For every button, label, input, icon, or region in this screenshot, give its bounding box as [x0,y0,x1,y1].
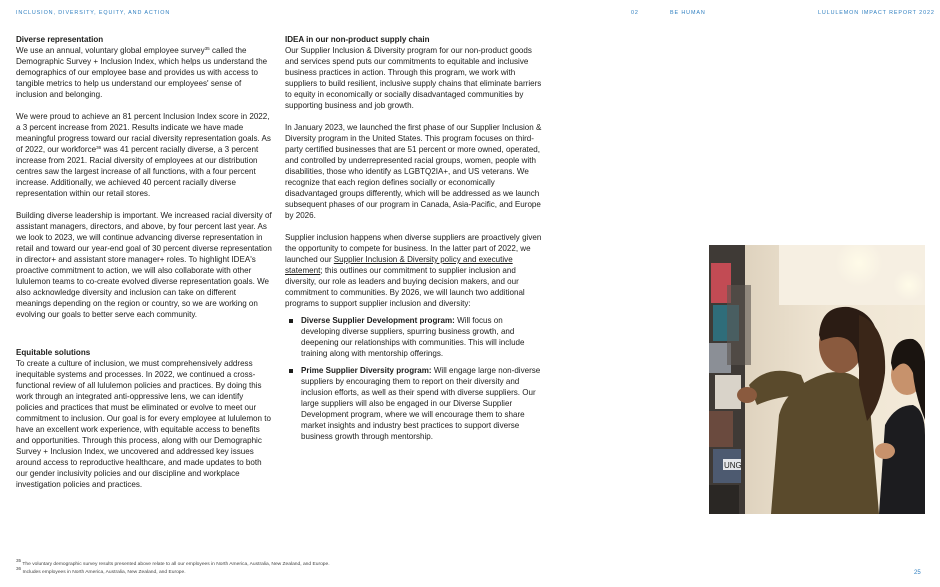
employees-photo [709,245,925,514]
bullet-square-icon [289,369,293,373]
bullet-square-icon [289,319,293,323]
diverse-paragraph-1 [16,45,272,100]
footnote-text: Includes employees in North America, Australia, New Zealand, and Europe. [22,570,186,575]
footnote-ref-36: 36 [96,145,102,150]
list-item [285,315,542,359]
footnote-35 [16,558,330,568]
text-run: called the Demographic Survey + Inclusion Index, which helps us understand the demographics of our employee base and provides us with access to tangible metrics to help us understand our employees' sense of inclusion and belonging. [16,46,268,99]
text-run: ; this outlines our commitment to supplier inclusion and diversity, our role as leaders and buying decision makers, and our commitment to communities. By 2026, we will launch two additional programs to support supplier inclusion and diversity: [285,266,525,308]
diverse-representation-heading: Diverse representation [16,35,104,44]
left-column [16,34,272,490]
list-item [285,365,542,442]
section-title: INCLUSION, DIVERSITY, EQUITY, AND ACTION [16,10,171,16]
program-list [285,315,542,442]
middle-column [285,34,542,442]
chapter-number: 02 [631,10,639,16]
chapter-title: BE HUMAN [670,10,706,16]
diverse-paragraph-2 [16,111,272,199]
footnote-ref-35: 35 [204,46,210,51]
text-run: We use an annual, voluntary global employee survey [16,46,205,55]
supply-chain-heading: IDEA in our non-product supply chain [285,35,430,44]
supply-paragraph-3 [285,232,542,309]
equitable-paragraph: To create a culture of inclusion, we must comprehensively address inequitable systems and processes. In 2022, we continued a cross-functional review of all lululemon policies and practices. By doing this work through an integrated anti-oppressive lens, we can identify policies and practices that must be eliminated or evolve to meet our commitment to inclusion. Our goal is for every employee at lululemon to have an excellent work experience, with equitable access to benefits and opportunities. Through this process, along with our Demographic Survey + Inclusion Index, we uncovered and addressed key issues around access to reproductive healthcare, and made updates to both our gender inclusivity policies and our discipline and workplace investigation policies and practices. [16,359,271,489]
text-run: was 41 percent racially diverse, a 3 percent increase from 2021. Racial diversity of employees at our distribution centres saw the largest increase of all functions, with a four percent increase. Additionally, we achieved 40 percent racially diverse representation within our retail stores. [16,145,259,198]
bullet-title: Prime Supplier Diversity program: [301,366,432,375]
policy-link[interactable]: Supplier Inclusion & Diversity policy and executive statement [285,255,513,275]
bullet-text: Will engage large non-diverse suppliers by encouraging them to report on their diversity and inclusion efforts, as well as their spend with diverse suppliers. Our large suppliers will also be engaged in our Diverse Supplier Development program, where we will encourage them to share market insights and industry best practices to support diverse business growth through mentorship. [301,366,541,441]
bullet-title: Diverse Supplier Development program: [301,316,455,325]
photo-illustration [709,245,925,514]
page-number: 25 [914,570,921,576]
footnote-number: 36 [16,566,22,571]
footnote-number: 35 [16,558,22,563]
report-title: LULULEMON IMPACT REPORT 2022 [818,10,935,16]
footnote-36 [16,566,186,576]
text-run: We were proud to achieve an 81 percent Inclusion Index score in 2022, a 3 percent increase from 2021. Results indicate we have made meaningful progress toward our racial diversity representation goals. As of 2022, our workforce [16,112,271,154]
supply-paragraph-1: Our Supplier Inclusion & Diversity program for our non-product goods and services spend puts our commitments to equitable and inclusive business practices in action. Through this program, we work with suppliers to build resilient, inclusive supply chains that eliminate barriers to equity in economically or socially disadvantaged communities by supporting business and job growth. [285,46,542,110]
bullet-text: Will focus on developing diverse suppliers, spurring business growth, and deepening our relationships with communities. This will include training along with mentorship offerings. [301,316,525,358]
footnote-text: The voluntary demographic survey results presented above relate to all our employees in North America, Australia, New Zealand, and Europe. [22,562,330,567]
shirt-label: UNG [724,461,742,470]
diverse-paragraph-3: Building diverse leadership is important. We increased racial diversity of assistant managers, directors, and above, by four percent last year. As we look to 2023, we will continue advancing diverse representation in retail and toward our year-end goal of 30 percent diverse representation in director+ and assistant store manager+ roles. To highlight IDEA's proactive commitment to action, we will also collaborate with other lululemon teams to co-create evolved diverse representation goals. We also acknowledge diversity and inclusion can take on different meanings depending on the region or country, so we are working on evolving our goals to better serve each community. [16,211,272,319]
equitable-solutions-heading: Equitable solutions [16,348,91,357]
supply-paragraph-2: In January 2023, we launched the first phase of our Supplier Inclusion & Diversity program in the United States. This program focuses on third-party certified businesses that are 51 percent or more owned, operated, and controlled by underrepresented racial groups, women, people with disabilities, those who identify as LGBTQ2IA+, and US veterans. We recognize that each region defines socially or economically disadvantaged groups differently, which will be addressed as we launch subsequent phases of our program in Canada, Asia-Pacific, and Europe by 2026. [285,123,542,220]
text-run: Supplier inclusion happens when diverse suppliers are proactively given the opportunity to compete for business. In the latter part of 2022, we launched our [285,233,542,264]
